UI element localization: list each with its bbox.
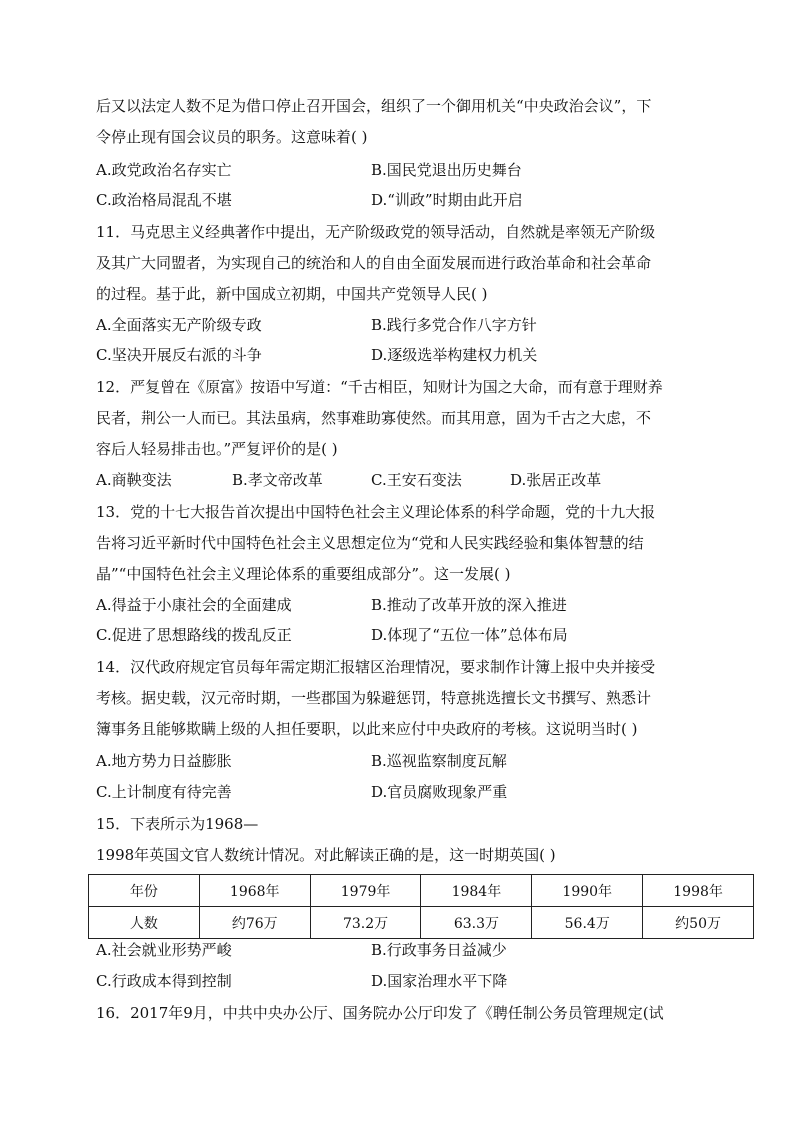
q11-option-d[interactable]: D.逐级选举构建权力机关 (371, 346, 538, 364)
table-cell: 人数 (89, 907, 200, 939)
q10-option-b[interactable]: B.国民党退出历史舞台 (371, 161, 522, 179)
q12-option-c[interactable]: C.王安石变法 (371, 471, 462, 489)
q10-stem-line-2: 令停止现有国会议员的职务。这意味着( ) (96, 128, 368, 146)
q12-stem-line-3: 容后人轻易排击也。”严复评价的是( ) (96, 440, 338, 458)
table-cell: 1984年 (421, 875, 532, 907)
q13-option-a[interactable]: A.得益于小康社会的全面建成 (96, 596, 292, 614)
q14-stem-line-2: 考核。据史载，汉元帝时期，一些郡国为躲避惩罚，特意挑选擅长文书撰写、熟悉计 (96, 689, 652, 707)
q11-stem-line-3: 的过程。基于此，新中国成立初期，中国共产党领导人民( ) (96, 285, 488, 303)
q14-option-c[interactable]: C.上计制度有待完善 (96, 783, 232, 801)
q13-option-c[interactable]: C.促进了思想路线的拨乱反正 (96, 626, 292, 644)
table-cell: 1979年 (310, 875, 421, 907)
q10-option-a[interactable]: A.政党政治名存实亡 (96, 161, 232, 179)
table-cell: 1990年 (532, 875, 643, 907)
q16-stem-line-1: 16．2017年9月，中共中央办公厅、国务院办公厅印发了《聘任制公务员管理规定(试 (96, 1004, 664, 1022)
civil-servant-stats-table (88, 874, 754, 939)
q14-stem-line-3: 簿事务且能够欺瞒上级的人担任要职，以此来应付中央政府的考核。这说明当时( ) (96, 720, 638, 738)
q15-option-c[interactable]: C.行政成本得到控制 (96, 972, 232, 990)
q11-option-c[interactable]: C.坚决开展反右派的斗争 (96, 346, 262, 364)
q10-option-c[interactable]: C.政治格局混乱不堪 (96, 191, 232, 209)
table-header-row (89, 875, 754, 907)
q14-option-a[interactable]: A.地方势力日益膨胀 (96, 752, 232, 770)
q11-option-a[interactable]: A.全面落实无产阶级专政 (96, 316, 262, 334)
q14-option-b[interactable]: B.巡视监察制度瓦解 (371, 752, 507, 770)
q14-option-d[interactable]: D.官员腐败现象严重 (371, 783, 508, 801)
q13-stem-line-3: 晶”“中国特色社会主义理论体系的重要组成部分”。这一发展( ) (96, 565, 511, 583)
q15-option-b[interactable]: B.行政事务日益减少 (371, 941, 507, 959)
q12-option-b[interactable]: B.孝文帝改革 (232, 471, 323, 489)
table-cell: 1998年 (643, 875, 754, 907)
q12-option-d[interactable]: D.张居正改革 (510, 471, 602, 489)
table-cell: 73.2万 (310, 907, 421, 939)
table-cell: 56.4万 (532, 907, 643, 939)
q12-option-a[interactable]: A.商鞅变法 (96, 471, 172, 489)
q11-stem-line-2: 及其广大同盟者，为实现自己的统治和人的自由全面发展而进行政治革命和社会革命 (96, 254, 652, 272)
table-cell: 约50万 (643, 907, 754, 939)
q13-option-b[interactable]: B.推动了改革开放的深入推进 (371, 596, 567, 614)
table-cell: 约76万 (199, 907, 310, 939)
q13-stem-line-2: 告将习近平新时代中国特色社会主义思想定位为“党和人民实践经验和集体智慧的结 (96, 534, 644, 552)
table-cell: 年份 (89, 875, 200, 907)
q13-stem-line-1: 13．党的十七大报告首次提出中国特色社会主义理论体系的科学命题，党的十九大报 (96, 503, 656, 521)
q15-stem-line-1: 15．下表所示为1968— (96, 815, 259, 833)
q11-stem-line-1: 11．马克思主义经典著作中提出，无产阶级政党的领导活动，自然就是率领无产阶级 (96, 223, 656, 241)
table-row (89, 907, 754, 939)
q14-stem-line-1: 14．汉代政府规定官员每年需定期汇报辖区治理情况，要求制作计簿上报中央并接受 (96, 658, 656, 676)
table-cell: 1968年 (199, 875, 310, 907)
q10-stem-line-1: 后又以法定人数不足为借口停止召开国会，组织了一个御用机关“中央政治会议”，下 (96, 97, 652, 115)
q12-stem-line-1: 12．严复曾在《原富》按语中写道：“千古相臣，知财计为国之大命，而有意于理财养 (96, 378, 663, 396)
q11-option-b[interactable]: B.践行多党合作八字方针 (371, 316, 537, 334)
q12-stem-line-2: 民者，荆公一人而已。其法虽病，然事难助寡使然。而其用意，固为千古之大虑，不 (96, 409, 652, 427)
q10-option-d[interactable]: D.“训政”时期由此开启 (371, 191, 523, 209)
q15-stem-line-2: 1998年英国文官人数统计情况。对此解读正确的是，这一时期英国( ) (96, 846, 556, 864)
q13-option-d[interactable]: D.体现了“五位一体”总体布局 (371, 626, 568, 644)
q15-option-d[interactable]: D.国家治理水平下降 (371, 972, 508, 990)
q15-option-a[interactable]: A.社会就业形势严峻 (96, 941, 232, 959)
table-cell: 63.3万 (421, 907, 532, 939)
